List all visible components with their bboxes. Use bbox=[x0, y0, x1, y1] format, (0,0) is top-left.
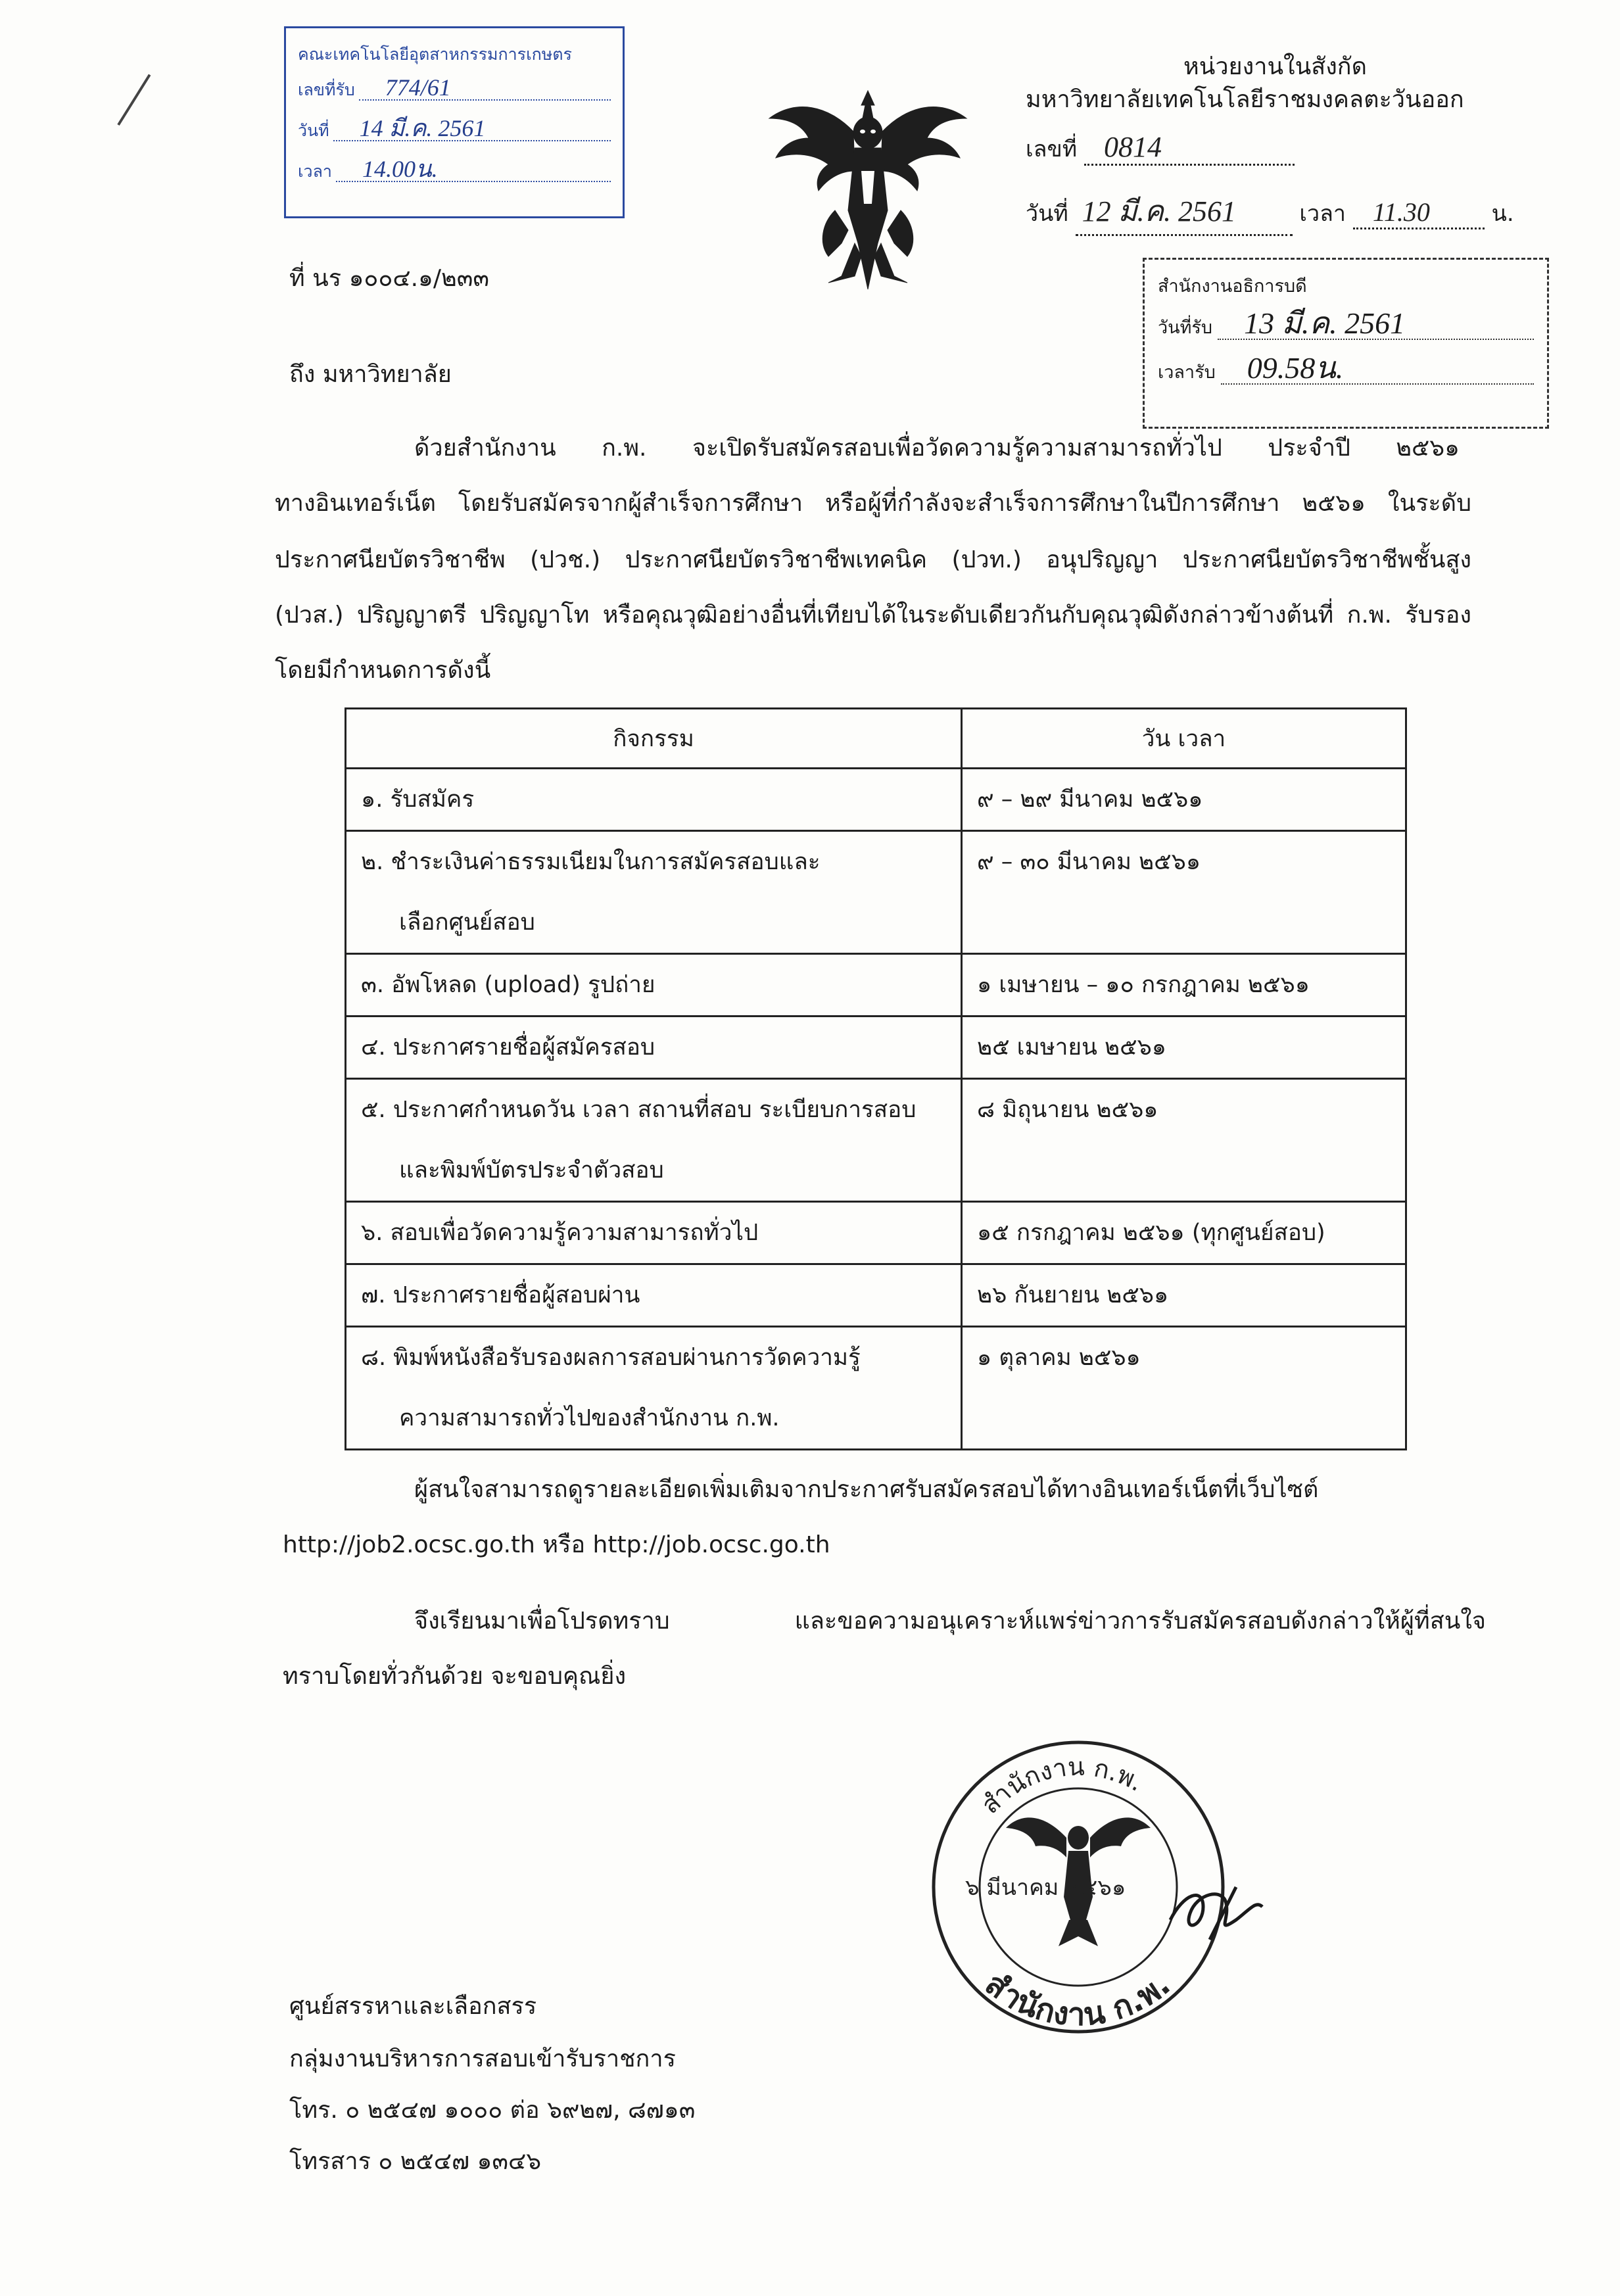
pen-mark bbox=[117, 74, 151, 126]
activity-2: ๒. ชำระเงินค่าธรรมเนียมในการสมัครสอบและ bbox=[361, 849, 821, 875]
date-3: ๑ เมษายน – ๑๐ กรกฎาคม ๒๕๖๑ bbox=[962, 954, 1406, 1016]
table-header-date: วัน เวลา bbox=[962, 709, 1406, 769]
footer-fax: โทรสาร ๐ ๒๕๔๗ ๑๓๔๖ bbox=[289, 2148, 542, 2175]
table-row bbox=[346, 1327, 1406, 1450]
office-date-value: 13 มี.ค. 2561 bbox=[1218, 308, 1534, 340]
activity-7: ๗. ประกาศรายชื่อผู้สอบผ่าน bbox=[361, 1282, 640, 1308]
receipt-right-no bbox=[1026, 130, 1295, 166]
receipt-right-time-value: 11.30 bbox=[1353, 197, 1485, 229]
activity-5: ๕. ประกาศกำหนดวัน เวลา สถานที่สอบ ระเบียบการสอบ bbox=[361, 1097, 917, 1123]
activity-4: ๔. ประกาศรายชื่อผู้สมัครสอบ bbox=[361, 1034, 655, 1061]
receipt-right-no-label: เลขที่ bbox=[1026, 136, 1078, 162]
table-header-row bbox=[346, 709, 1406, 769]
receipt-stamp-org: คณะเทคโนโลยีอุตสาหกรรมการเกษตร bbox=[298, 45, 572, 64]
seal-text-top: สำนักงาน ก.พ. bbox=[976, 1752, 1149, 1820]
office-seal bbox=[894, 1723, 1315, 2065]
schedule-table bbox=[345, 707, 1407, 1450]
activity-8: ๘. พิมพ์หนังสือรับรองผลการสอบผ่านการวัดความรู้ bbox=[361, 1345, 861, 1371]
activity-8-cont: ความสามารถทั่วไปของสำนักงาน ก.พ. bbox=[399, 1405, 780, 1431]
receipt-unit-line1: หน่วยงานในสังกัด bbox=[1183, 53, 1367, 80]
para1-line5: โดยมีกำหนดการดังนี้ bbox=[275, 657, 491, 684]
seal-date: ๖ มีนาคม ๒๕๖๑ bbox=[965, 1875, 1126, 1901]
table-header-activity: กิจกรรม bbox=[346, 709, 962, 769]
garuda-emblem bbox=[756, 79, 980, 296]
table-row bbox=[346, 1264, 1406, 1327]
activity-6: ๖. สอบเพื่อวัดความรู้ความสามารถทั่วไป bbox=[361, 1220, 759, 1246]
receipt-time-value: 14.00น. bbox=[336, 157, 611, 182]
activity-5-cont: และพิมพ์บัตรประจำตัวสอบ bbox=[399, 1157, 664, 1184]
office-time-value: 09.58น. bbox=[1221, 353, 1534, 385]
date-7: ๒๖ กันยายน ๒๕๖๑ bbox=[962, 1264, 1406, 1327]
date-5: ๘ มิถุนายน ๒๕๖๑ bbox=[962, 1079, 1406, 1202]
date-1: ๙ – ๒๙ มีนาคม ๒๕๖๑ bbox=[962, 769, 1406, 831]
date-2: ๙ – ๓๐ มีนาคม ๒๕๖๑ bbox=[962, 831, 1406, 954]
office-date-label: วันที่รับ bbox=[1158, 318, 1213, 338]
receipt-date-label: วันที่ bbox=[298, 121, 329, 140]
table-row bbox=[346, 954, 1406, 1016]
receipt-unit-line2: มหาวิทยาลัยเทคโนโลยีราชมงคลตะวันออก bbox=[1026, 86, 1464, 113]
receipt-right-date bbox=[1026, 188, 1514, 236]
office-stamp bbox=[1143, 258, 1549, 429]
receipt-stamp bbox=[284, 26, 625, 218]
activity-3: ๓. อัพโหลด (upload) รูปถ่าย bbox=[361, 972, 655, 998]
receipt-right-date-label: วันที่ bbox=[1026, 201, 1068, 227]
footer-phone: โทร. ๐ ๒๕๔๗ ๑๐๐๐ ต่อ ๖๙๒๗, ๘๗๑๓ bbox=[289, 2097, 696, 2124]
footer-group: กลุ่มงานบริหารการสอบเข้ารับราชการ bbox=[289, 2045, 676, 2072]
para1-line4: (ปวส.) ปริญญาตรี ปริญญาโท หรือคุณวุฒิอย่างอื่นที่เทียบได้ในระดับเดียวกันกับคุณวุฒิดังกล่าวข้างต้นที่ ก.พ. รับรอง bbox=[275, 602, 1471, 629]
date-6: ๑๕ กรกฎาคม ๒๕๖๑ (ทุกศูนย์สอบ) bbox=[962, 1202, 1406, 1264]
receipt-no-label: เลขที่รับ bbox=[298, 80, 355, 99]
table-row bbox=[346, 1202, 1406, 1264]
letter-ref: ที่ นร ๑๐๐๔.๑/๒๓๓ bbox=[289, 265, 489, 292]
date-4: ๒๕ เมษายน ๒๕๖๑ bbox=[962, 1016, 1406, 1079]
receipt-right-time-label: เวลา bbox=[1299, 201, 1346, 227]
para1-line2: ทางอินเทอร์เน็ต โดยรับสมัครจากผู้สำเร็จการศึกษา หรือผู้ที่กำลังจะสำเร็จการศึกษาในปีการศึกษา ๒๕๖๑ ในระดับ bbox=[275, 490, 1471, 517]
letter-to: ถึง มหาวิทยาลัย bbox=[289, 361, 452, 388]
para1-line3: ประกาศนียบัตรวิชาชีพ (ปวช.) ประกาศนียบัตรวิชาชีพเทคนิค (ปวท.) อนุปริญญา ประกาศนียบัตรวิชาชีพชั้นสูง bbox=[275, 546, 1471, 573]
receipt-date-value: 14 มี.ค. 2561 bbox=[333, 116, 611, 141]
receipt-right-no-value: 0814 bbox=[1084, 130, 1295, 166]
para2-line1: ผู้สนใจสามารถดูรายละเอียดเพิ่มเติมจากประกาศรับสมัครสอบได้ทางอินเทอร์เน็ตที่เว็บไซต์ bbox=[414, 1476, 1319, 1503]
seal-text-bottom: สำนักงาน ก.พ. bbox=[978, 1965, 1178, 2034]
office-stamp-title: สำนักงานอธิการบดี bbox=[1158, 276, 1307, 297]
activity-1: ๑. รับสมัคร bbox=[361, 786, 475, 813]
para1-line1: ด้วยสำนักงาน ก.พ. จะเปิดรับสมัครสอบเพื่อวัดความรู้ความสามารถทั่วไป ประจำปี ๒๕๖๑ bbox=[414, 435, 1460, 462]
receipt-right-date-value: 12 มี.ค. 2561 bbox=[1076, 188, 1293, 236]
receipt-time-label: เวลา bbox=[298, 162, 332, 181]
table-row bbox=[346, 831, 1406, 954]
receipt-no-value: 774/61 bbox=[359, 76, 611, 101]
para3-line1: จึงเรียนมาเพื่อโปรดทราบ และขอความอนุเคราะห์แพร่ข่าวการรับสมัครสอบดังกล่าวให้ผู้ที่สนใจ bbox=[414, 1608, 1486, 1635]
para3-line2: ทราบโดยทั่วกันด้วย จะขอบคุณยิ่ง bbox=[283, 1663, 627, 1690]
date-8: ๑ ตุลาคม ๒๕๖๑ bbox=[962, 1327, 1406, 1450]
table-row bbox=[346, 769, 1406, 831]
para2-line2: http://job2.ocsc.go.th หรือ http://job.ocsc.go.th bbox=[283, 1531, 830, 1558]
footer-dept: ศูนย์สรรหาและเลือกสรร bbox=[289, 1993, 537, 2020]
office-time-label: เวลารับ bbox=[1158, 362, 1216, 383]
table-row bbox=[346, 1079, 1406, 1202]
receipt-right-time-suffix: น. bbox=[1491, 201, 1514, 227]
table-row bbox=[346, 1016, 1406, 1079]
activity-2-cont: เลือกศูนย์สอบ bbox=[399, 909, 535, 936]
